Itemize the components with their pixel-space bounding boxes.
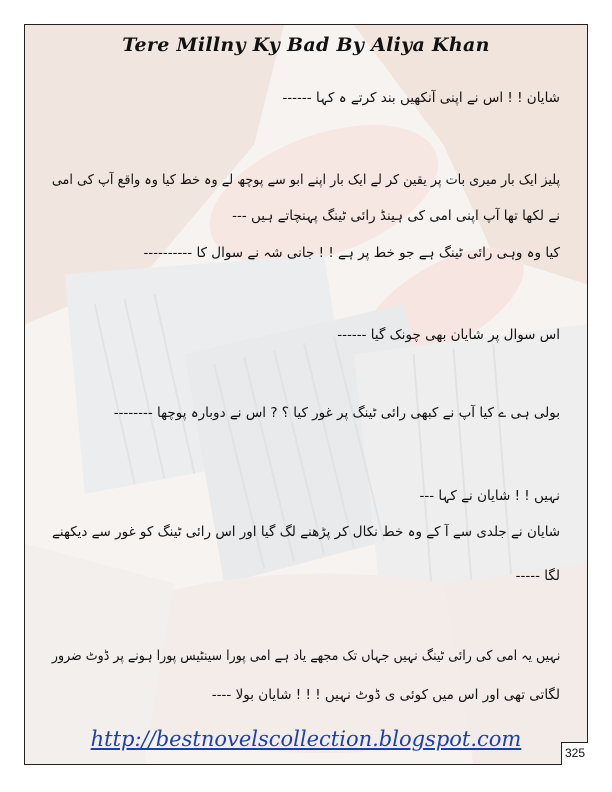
text-line-11: لگاتی تھی اور اس میں کوئی ی ڈوٹ نہیں ! ! ! شایان بولا ---- — [211, 687, 560, 703]
text-line-2: پلیز ایک بار میری بات پر یقین کر لے ایک بار اپنے ابو سے پوچھ لے وہ خط کیا وہ واقع آپ کی امی — [51, 172, 560, 188]
text-line-10: نہیں یہ امی کی رائی ٹینگ نہیں جہاں تک مجھے یاد ہے امی پورا سینٹیس پورا ہونے پر ڈوٹ ضرور — [51, 648, 560, 664]
text-line-3: نے لکھا تھا آپ اپنی امی کی ہینڈ رائی ٹینگ پہنچاتے ہیں --- — [232, 208, 560, 224]
page-number: 325 — [561, 742, 588, 765]
document-header: Tere Millny Ky Bad By Aliya Khan — [122, 34, 490, 56]
text-line-4: کیا وہ وہی رائی ٹینگ ہے جو خط پر ہے ! ! جانی شہ نے سوال کا ---------- — [143, 245, 560, 261]
text-line-1: شایان ! ! اس نے اپنی آنکھیں بند کرتے ہ کہا ------ — [282, 90, 560, 106]
blog-link[interactable]: http://bestnovelscollection.blogspot.com — [90, 727, 522, 751]
text-line-8: شایان نے جلدی سے آ کے وہ خط نکال کر پڑھنے لگ گیا اور اس رائی ٹینگ کو غور سے دیکھنے — [51, 524, 560, 540]
text-line-7: نہیں ! ! شایان نے کہا --- — [419, 488, 560, 504]
text-line-9: لگا ----- — [515, 568, 560, 584]
text-line-5: اس سوال پر شایان بھی چونک گیا ------ — [337, 327, 560, 343]
text-line-6: بولی ہی ے کیا آپ نے کبھی رائی ٹینگ پر غور کیا ؟ ? اس نے دوبارہ پوچھا -------- — [113, 405, 560, 421]
